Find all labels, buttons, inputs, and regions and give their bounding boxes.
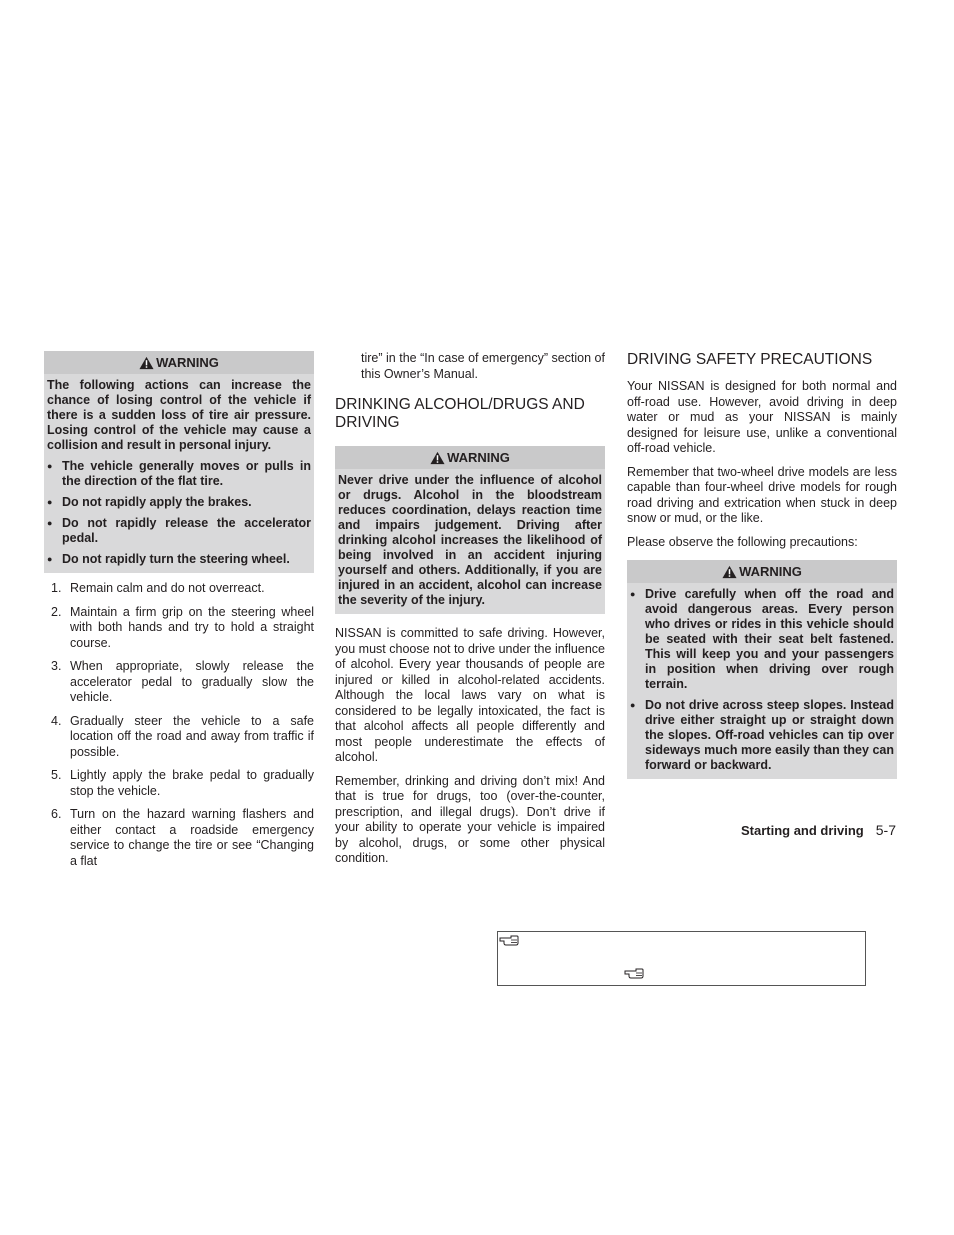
section-title-safety: DRIVING SAFETY PRECAUTIONS (627, 351, 873, 368)
page-footer (741, 822, 896, 838)
warning-bullet: ● Drive carefully when off the road and avoid dangerous areas. Every person who drives or rides in this vehicle should be seated with their seat belt fastened. This will keep you and your passengers in position when driving over rough terrain. (630, 587, 894, 692)
step-item: 5. Lightly apply the brake pedal to gradually stop the vehicle. (51, 768, 314, 798)
paragraph: Your NISSAN is designed for both normal and off-road use. However, avoid driving in deep water or mud as your NISSAN is mainly designed for leisure use, unlike a conventional off-road vehicle. (627, 379, 897, 455)
step-item: 1. Remain calm and do not overreact. (51, 581, 265, 595)
warning-label: WARNING (739, 564, 802, 579)
paragraph: Remember, drinking and driving don’t mix! And that is true for drugs, too (over-the-counter, prescription, and illegal drugs). Don’t drive if your ability to operate your vehicle is impaired by alcohol, drugs, or some other physical condition. (335, 773, 605, 865)
paragraph: Remember that two-wheel drive models are less capable than four-wheel drive models for rough road driving and extrication when stuck in deep snow or mud, or the like. (627, 464, 897, 525)
warning-triangle-icon (430, 451, 445, 465)
alcohol-warning-box (335, 446, 605, 614)
warning-bullet-list (630, 587, 894, 773)
paragraph: Please observe the following precautions: (627, 534, 858, 549)
section-title-drinking: DRINKING ALCOHOL/DRUGS AND DRIVING (335, 396, 585, 431)
warning-header (44, 351, 314, 374)
column-1 (44, 351, 314, 877)
warning-bullet: ● Do not rapidly turn the steering wheel. (47, 552, 311, 567)
warning-label: WARNING (156, 355, 219, 370)
step-item: 3. When appropriate, slowly release the accelerator pedal to gradually slow the vehicle. (51, 659, 314, 704)
warning-text: The following actions can increase the chance of losing control of the vehicle if there is a sudden loss of tire air pressure. Losing control of the vehicle may cause a collision and result in personal injury. (47, 378, 311, 452)
warning-bullet: ● The vehicle generally moves or pulls in the direction of the flat tire. (47, 459, 311, 489)
warning-bullet: ● Do not drive across steep slopes. Instead drive either straight up or straight down the slopes. Off-road vehicles can tip over sideways much more easily than they can forward or backward. (630, 698, 894, 773)
offroad-warning-box (627, 560, 897, 779)
step-item: 6. Turn on the hazard warning flashers and either contact a roadside emergency service to change the tire or see “Changing a flat (51, 807, 314, 868)
page-number: 5-7 (875, 822, 896, 838)
warning-bullet: ● Do not rapidly release the accelerator pedal. (47, 516, 311, 546)
step-item: 4. Gradually steer the vehicle to a safe location off the road and away from traffic if possible. (51, 713, 314, 759)
warning-triangle-icon (139, 356, 154, 370)
warning-label: WARNING (447, 450, 510, 465)
flat-tire-steps (44, 581, 314, 869)
step-item: 2. Maintain a firm grip on the steering wheel with both hands and try to hold a straight course. (51, 604, 314, 650)
flat-tire-warning-box (44, 351, 314, 573)
column-3 (627, 351, 897, 779)
pointing-hand-icon[interactable] (499, 934, 519, 946)
warning-text: Never drive under the influence of alcohol or drugs. Alcohol in the bloodstream reduces coordination, delays reaction time and impairs judgement. Driving after drinking alcohol increases the likelihood of being involved in an accident injuring yourself and others. Additionally, if you are injured in an accident, alcohol can increase the severity of the injury. (338, 473, 602, 607)
warning-header (627, 560, 897, 583)
navigation-box (497, 931, 866, 986)
column-2 (335, 351, 605, 875)
paragraph: NISSAN is committed to safe driving. However, you must choose not to drive under the influence of alcohol. Every year thousands of people are injured or killed in alcohol-related accidents. Although the local laws vary on what is considered to be legally intoxicated, the fact is that alcohol affects all people differently and most people underestimate the effects of alcohol. (335, 626, 605, 764)
continued-step-text: tire” in the “In case of emergency” section of this Owner’s Manual. (361, 351, 605, 381)
warning-header (335, 446, 605, 469)
footer-section-name: Starting and driving (740, 823, 864, 838)
warning-bullet: ● Do not rapidly apply the brakes. (47, 495, 311, 510)
warning-bullet-list (47, 459, 311, 567)
pointing-hand-icon[interactable] (624, 967, 644, 979)
warning-triangle-icon (722, 565, 737, 579)
